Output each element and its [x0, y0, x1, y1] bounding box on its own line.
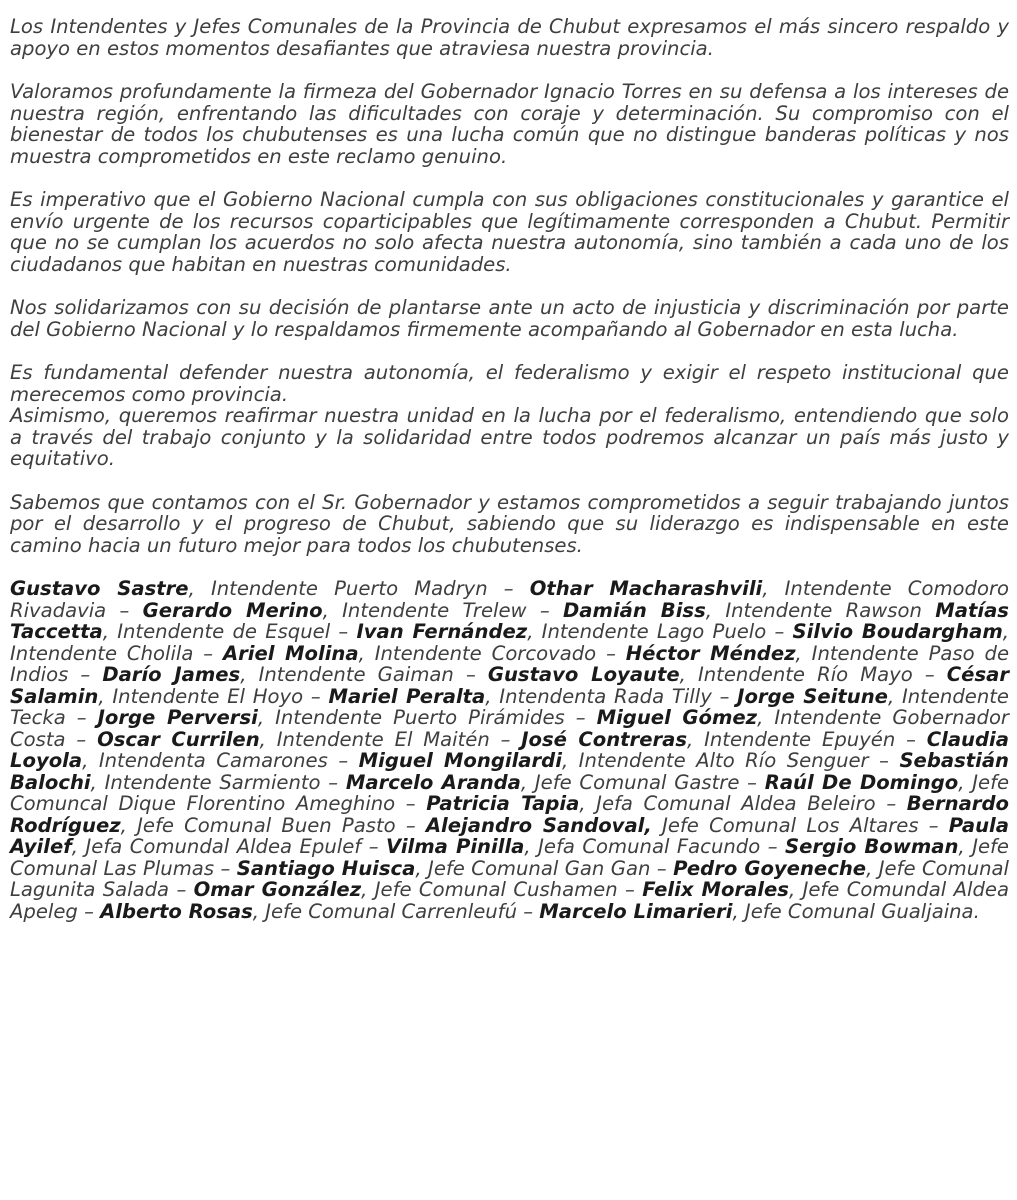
signatory [102, 663, 454, 686]
signatory-separator: – [766, 620, 793, 643]
statement-paragraph [10, 16, 1009, 59]
paragraph-text: Es fundamental defender nuestra autonomía, el federalismo y exigir el respeto institucional que merecemos como provincia. [10, 361, 1009, 406]
signatory [10, 577, 488, 600]
signatory [426, 792, 875, 815]
signatory-separator: – [912, 663, 947, 686]
signatory-role: , Intendente de Esquel [102, 620, 331, 643]
signatory-role: , Jefa Comunal Facundo [524, 835, 761, 858]
signatory-separator: – [169, 878, 194, 901]
signatory-name: Darío James [102, 663, 241, 686]
signatory-name: César Salamin [10, 663, 1009, 708]
signatory-separator: – [650, 856, 674, 880]
signatory-role: , Intendente Gaiman [240, 663, 454, 686]
signatory-separator: – [487, 577, 530, 600]
signatory-role: , Intendente Río Mayo [679, 663, 913, 686]
signatory-name: Gustavo Sastre [10, 577, 189, 600]
signatory-name: Sebastián Balochi [10, 749, 1010, 794]
paragraph-text: Es imperativo que el Gobierno Nacional cumpla con sus obligaciones constitucionales y garantice el envío urgente de los recursos coparticipables que legítimamente corresponden a Chubut. Permitir que no se cumplan los acuerdos no solo afecta nuestra autonomía, sino también a cada uno de los ciudadanos que habitan en nuestras comunidades. [10, 188, 1009, 276]
signatory-name: Marcelo Aranda [345, 770, 521, 794]
signatory-role: , Jefe Comundal Aldea Apeleg [10, 878, 1009, 923]
signatory-separator: – [875, 792, 907, 815]
signatory-role: , Intendente Corcovado [358, 641, 597, 665]
paragraph-text: Valoramos profundamente la firmeza del Gobernador Ignacio Torres en su defensa a los intereses de nuestra región, enfrentando las dificultades con coraje y determinación. Su compromiso con el bienestar de todos los chubutenses es una lucha común que no distingue banderas políticas y nos muestra comprometidos en este reclamo genuino. [10, 80, 1009, 168]
signatory-role: , Intendente Alto Río Senguer [561, 749, 869, 772]
signatory-separator: – [517, 899, 540, 923]
statement-body [10, 16, 1009, 556]
signatory-separator: – [526, 598, 564, 622]
signatory [237, 857, 651, 880]
signatory [386, 835, 760, 858]
signatory [98, 706, 565, 729]
signatory [100, 900, 517, 923]
paragraph-text: Asimismo, queremos reafirmar nuestra unidad en la lucha por el federalismo, entendiendo que solo a través del trabajo conjunto y la solidaridad entre todos podremos alcanzar un país más justo y equitativo. [10, 404, 1009, 470]
signatory-name: Bernardo Rodríguez [10, 792, 1009, 837]
signatory-role: , Intendente Comodoro Rivadavia [10, 577, 1009, 622]
signatory-separator: – [361, 835, 386, 858]
signatory [328, 685, 711, 708]
signatory [488, 663, 913, 686]
signatory-role: , Intendente Cholila [10, 620, 1009, 665]
signatory-name: Vilma Pinilla [386, 835, 525, 858]
signatory-name: Miguel Gómez [596, 706, 758, 729]
paragraph-text: Sabemos que contamos con el Sr. Gobernador y estamos comprometidos a seguir trabajando juntos por el desarrollo y el progreso de Chubut, sabiendo que su liderazgo es indispensable en este camino hacia un futuro mejor para todos los chubutenses. [10, 490, 1009, 557]
signatory-role: , Intendente Puerto Madryn [188, 577, 488, 600]
signatory-name: Marcelo Limarieri [539, 899, 733, 923]
signatory-name: Gerardo Merino [142, 598, 323, 622]
signatory-role: , Intendente Epuyén [687, 727, 896, 751]
signatory-name: Othar Macharashvili [529, 577, 763, 600]
signatory-role: , Intendente Gobernador Costa [10, 706, 1009, 751]
signatory-role: , Jefe Comunal Gastre [520, 770, 740, 794]
paragraph-text: Los Intendentes y Jefes Comunales de la Provincia de Chubut expresamos el más sincero respaldo y apoyo en estos momentos desafiantes que atraviesa nuestra provincia. [10, 15, 1009, 60]
signatory-separator: – [760, 835, 786, 858]
signatory-role: , Intendenta Camarones [82, 749, 328, 772]
signatory-name: Oscar Currilen [97, 727, 260, 751]
signatory-separator: – [320, 770, 346, 794]
signatory-separator: – [65, 727, 98, 751]
signatory-separator: – [330, 620, 357, 643]
signatory-separator: – [68, 663, 103, 686]
signatory-name: Ivan Fernández [356, 620, 528, 643]
signatory-separator: – [77, 899, 101, 923]
signatory-separator: – [711, 684, 738, 708]
signatory-separator [922, 599, 935, 622]
signatory-name: Patricia Tapia [426, 792, 580, 815]
signatory-name: Claudia Loyola [10, 727, 1009, 772]
signatory-name: Alejandro Sandoval, [425, 813, 652, 837]
signatory-role: , Jefe Comunal Carrenleufú [252, 899, 517, 923]
signatory-name: Héctor Méndez [625, 641, 796, 665]
signatory-name: Sergio Bowman [785, 835, 959, 858]
statement-paragraph [10, 492, 1009, 557]
signatory-separator: – [65, 706, 98, 729]
signatory [223, 642, 596, 665]
signatory-separator: – [489, 727, 522, 751]
signatory-role: , Jefe Comunal Las Plumas [10, 835, 1009, 880]
signatory [346, 771, 740, 794]
signatory [539, 900, 980, 923]
signatory-role: , Intendente Trelew [322, 598, 527, 622]
signatory-role: , Intendente Rawson [705, 598, 922, 622]
signatory-role: , Jefe Comunal Gualjaina. [732, 899, 980, 923]
signatory-role: , Jefe Comunal Gan Gan [415, 856, 651, 880]
signatory-name: Damián Biss [563, 598, 706, 622]
signatory-separator: – [453, 663, 488, 686]
signatory-role: , Intendenta Rada Tilly [485, 684, 712, 708]
signatory-separator: – [193, 641, 223, 665]
signatory-role: , Jefe Comunal Lagunita Salada [10, 856, 1009, 901]
signatory [563, 599, 922, 622]
signatory-role: , Intendente Paso de Indios [10, 641, 1009, 686]
signatory-separator: – [395, 813, 426, 837]
signatory-separator: – [739, 770, 765, 794]
signatory-separator: – [596, 641, 626, 665]
signatory-role: , Intendente El Maitén [259, 727, 490, 751]
signatory-name: Mariel Peralta [328, 684, 486, 708]
signatory-name: Paula Ayilef [10, 813, 1009, 858]
signatory-separator: – [395, 792, 427, 815]
signatory-name: Alberto Rosas [100, 899, 253, 923]
signatory-role: , Jefe Comunal Cushamen [361, 878, 618, 901]
signatory-role: , Jefa Comundal Aldea Epulef [71, 835, 362, 858]
signatory-separator: – [617, 878, 643, 901]
signatory [194, 878, 618, 901]
signatory-name: Silvio Boudargham [792, 620, 1003, 643]
signatory [426, 814, 919, 837]
signatory-name: Pedro Goyeneche [673, 856, 867, 880]
signatory-name: Santiago Huisca [236, 856, 416, 880]
signatory-name: Raúl De Domingo [764, 770, 959, 794]
signatory-name: Felix Morales [642, 878, 789, 901]
signatory-separator: – [327, 749, 359, 772]
statement-paragraph [10, 81, 1009, 167]
signatory-name: Ariel Molina [222, 641, 359, 665]
statement-paragraph [10, 297, 1009, 340]
signatory [521, 728, 895, 751]
signatory-name: Miguel Mongilardi [358, 749, 562, 772]
signatory-role: , Intendente Lago Puelo [527, 620, 767, 643]
signatory-separator: – [564, 706, 597, 729]
signatory-role: , Intendente Sarmiento [90, 770, 321, 794]
signatory-role: , Intendente El Hoyo [98, 684, 304, 708]
signatory-name: Matías Taccetta [10, 598, 1009, 643]
signatory-name: Omar González [193, 878, 362, 901]
signatory [97, 728, 490, 751]
signatory-role: , Jefe Comunal Buen Pasto [120, 813, 396, 837]
signatory-role: , Jefa Comunal Aldea Beleiro [579, 792, 876, 815]
signatory [356, 620, 766, 643]
signatory-separator: – [918, 813, 949, 837]
signatory-role: Jefe Comunal Los Altares [651, 813, 919, 837]
signatory-name: Jorge Seitune [737, 684, 888, 708]
statement-paragraph [10, 362, 1009, 470]
signatory-separator: – [214, 856, 237, 880]
signatory [359, 749, 869, 772]
signatory-name: Gustavo Loyaute [487, 663, 680, 686]
signatory-role: , Jefe Comuncal Dique Florentino Ameghino [10, 770, 1010, 815]
signatory-name: Jorge Perversi [97, 706, 258, 729]
signatory-name: José Contreras [521, 727, 688, 751]
signatory-role: , Intendente Puerto Pirámides [257, 706, 565, 729]
paragraph-text: Nos solidarizamos con su decisión de plantarse ante un acto de injusticia y discriminación por parte del Gobierno Nacional y lo respaldamos firmemente acompañando al Gobernador en esta lucha. [10, 296, 1009, 341]
signatory-separator: – [303, 684, 329, 708]
signatory [143, 599, 527, 622]
statement-paragraph [10, 189, 1009, 275]
signatory-separator: – [895, 727, 927, 751]
signatory-separator: – [106, 598, 143, 622]
signatory-separator: – [868, 749, 900, 772]
signatories-list [10, 578, 1009, 922]
signatory-role: , Intendente Tecka [10, 684, 1009, 729]
